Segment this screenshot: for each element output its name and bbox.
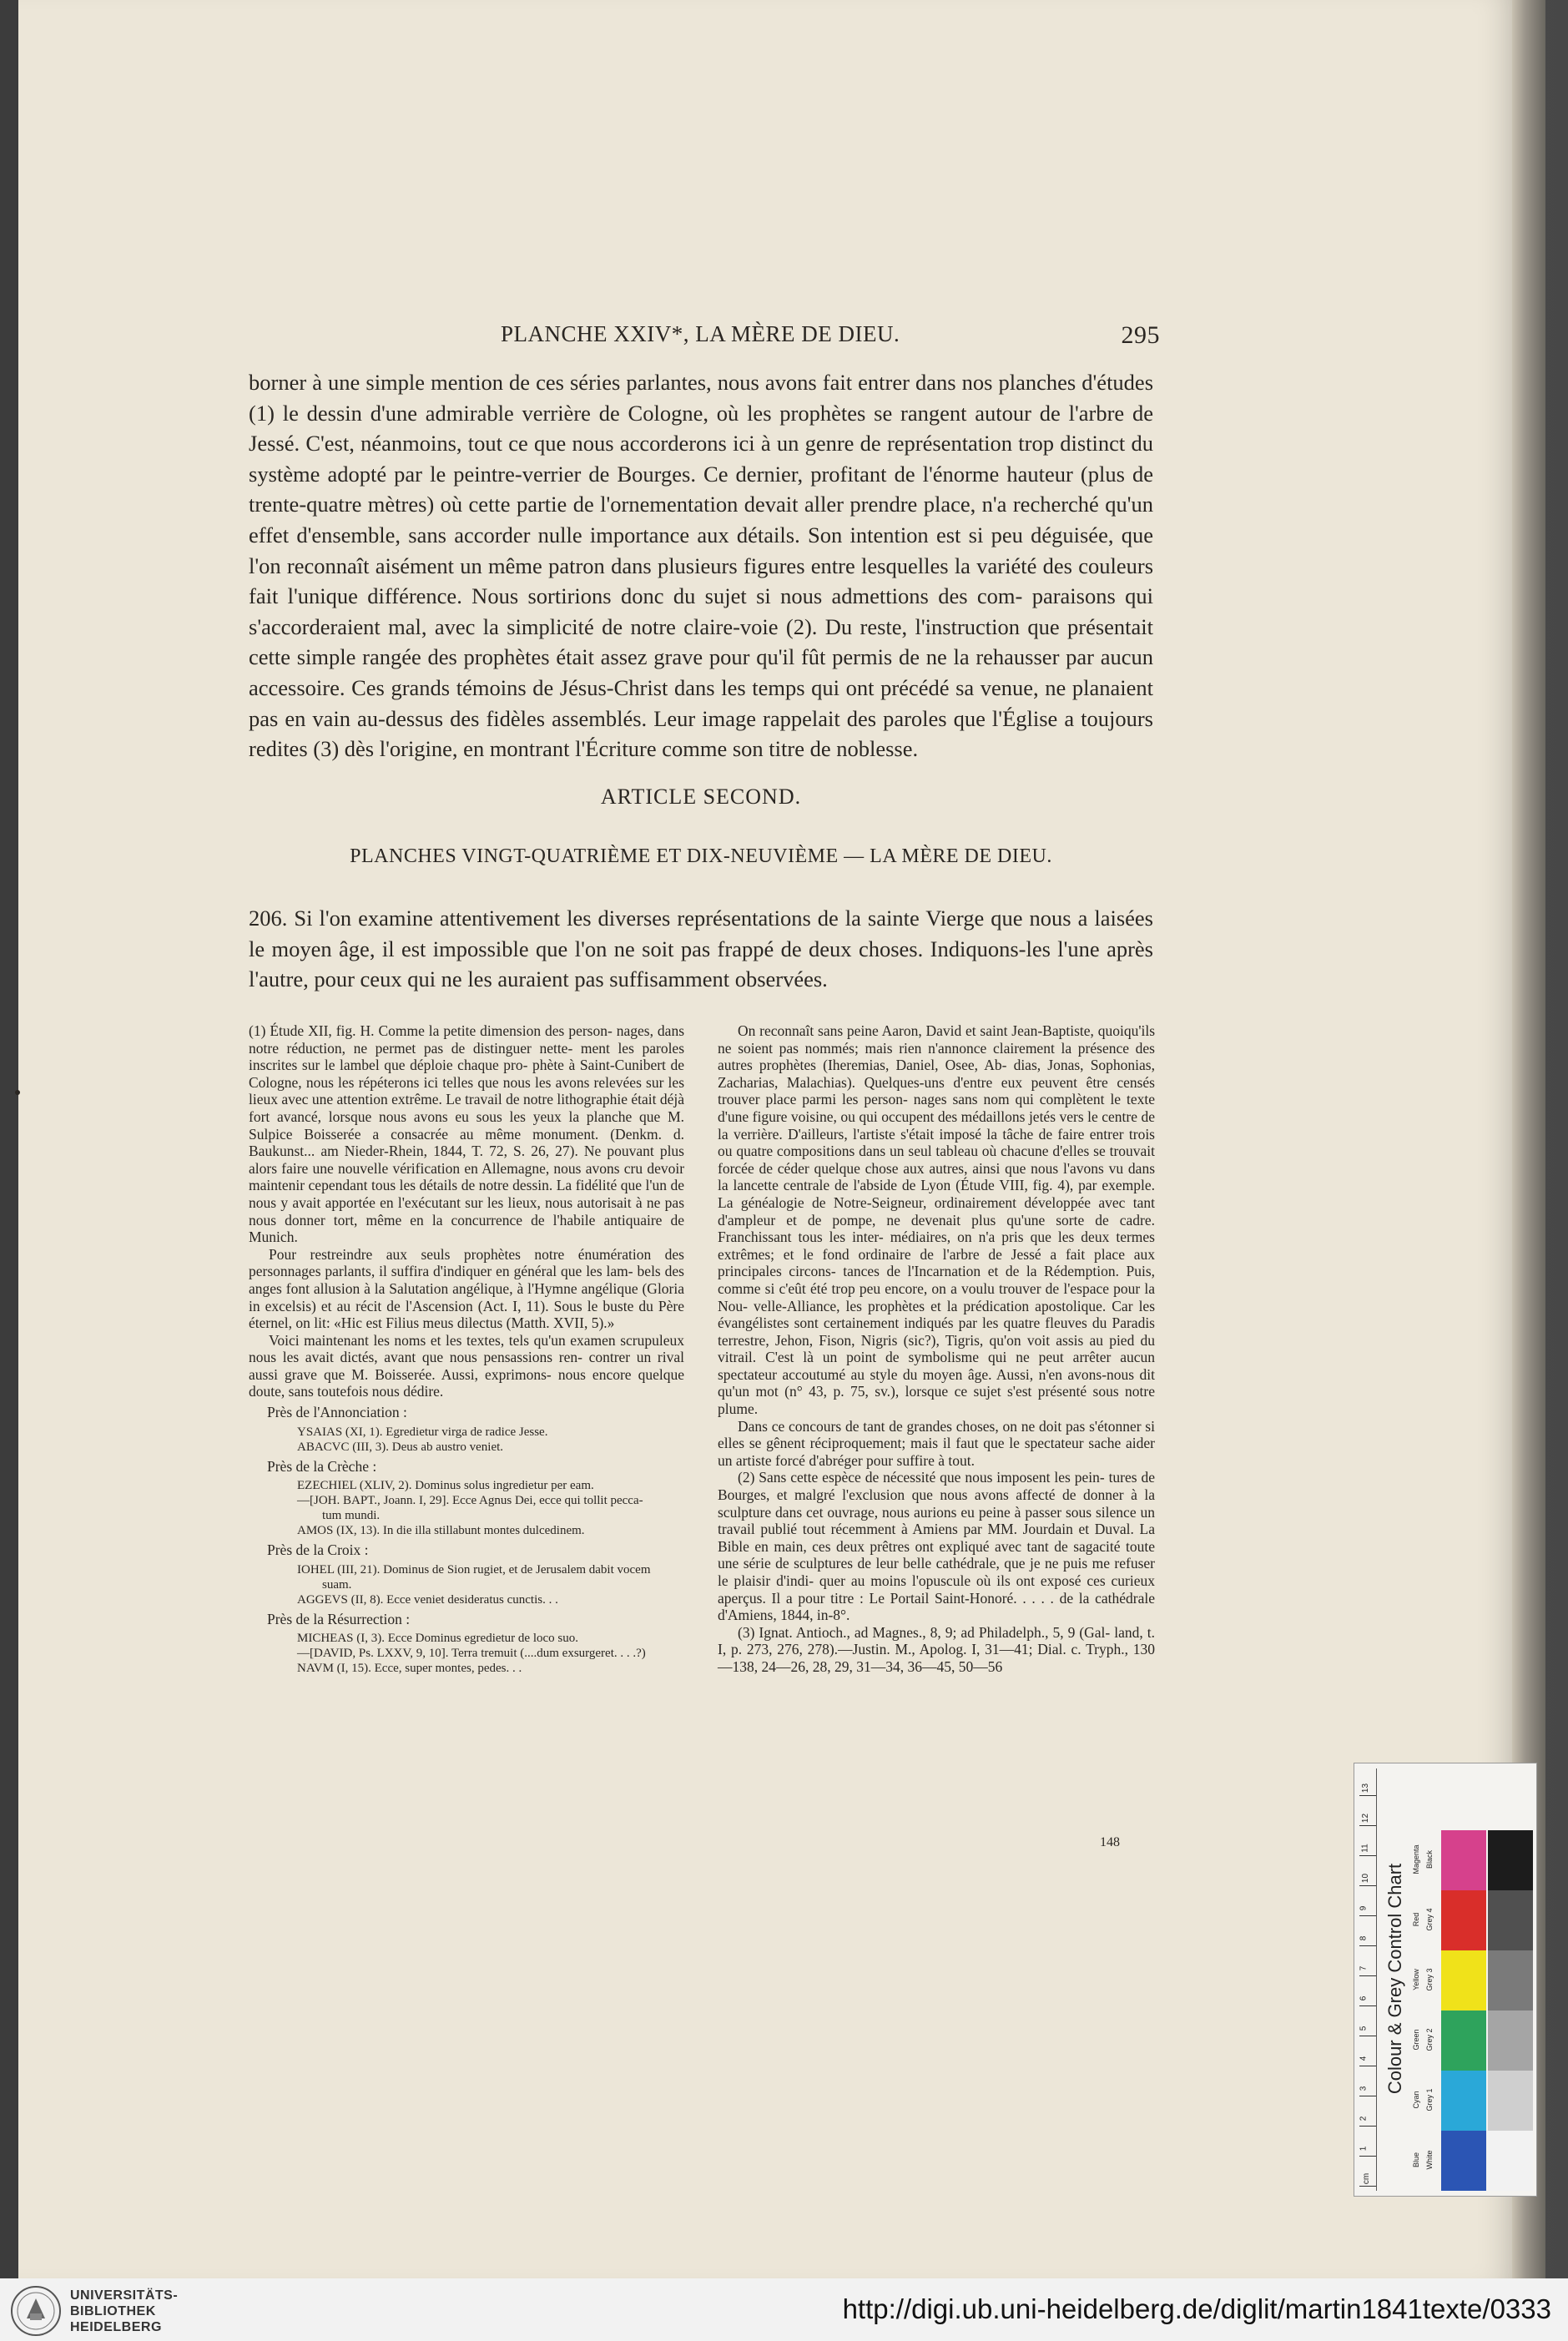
prophet-quote: NAVM (I, 15). Ecce, super montes, pedes. . . <box>297 1662 522 1676</box>
grey-swatch-strip <box>1488 1830 1533 2191</box>
text-line: tances de l'Incarnation et de la Rédemption. Puis, comme si c'eût <box>718 1263 1156 1297</box>
text-line: Aussi, n'en avons-nous dit qu'un mot (n° 43, p. 75, sv.), lorsque <box>718 1365 1155 1400</box>
text-line: variété des couleurs fait l'unique différence. Nous sortirions donc du sujet si nous admettions des com- <box>249 552 1154 609</box>
ruler-number: 7 <box>1359 1965 1369 1971</box>
text-line: c. Tryph., 130—138, 24—26, 28, 29, 31—34, 36—45, 50—56 <box>718 1641 1155 1675</box>
chart-title-text: Colour & Grey Control Chart <box>1384 1863 1405 2095</box>
institution-line: BIBLIOTHEK <box>70 2304 156 2318</box>
text-line: assis au pied du vitrail. C'est là un point de symbolisme qui ne <box>718 1331 1155 1366</box>
text-line: 206. Si l'on examine attentivement les diverses représentations de la sainte Vierge que nous a laisées <box>249 906 1153 931</box>
text-line: devenait plus qu'une sorte de cadre. Franchissant tous les inter- <box>718 1211 1155 1246</box>
prophet-quote: AGGEVS (II, 8). Ecce veniet desideratus cunctis. . . <box>297 1592 558 1607</box>
text-line: peut arrêter aucun spectateur accoutumé au style du moyen âge. <box>718 1349 1156 1383</box>
quote-heading: Près de l'Annonciation : <box>267 1404 407 1421</box>
prophet-quote: IOHEL (III, 21). Dominus de Sion rugiet, et de Jerusalem dabit vocem <box>297 1562 651 1577</box>
text-line: bels des anges font allusion à la Salutation angélique, à l'Hymne <box>249 1263 684 1297</box>
text-line: expliqué avec tant de sagacité toute une série de sculptures de <box>718 1537 1155 1572</box>
color-label: Cyan <box>1412 2091 1420 2109</box>
text-line: l'autre, pour ceux qui ne les auraient pas suffisamment observées. <box>249 966 828 992</box>
grey-swatch <box>1488 1830 1533 1890</box>
text-line: tures de Bourges, et malgré l'exclusion que nous avons affecté de <box>718 1469 1155 1504</box>
text-line: d'Amiens, 1844, in-8°. <box>718 1607 850 1624</box>
color-label: Blue <box>1412 2152 1420 2168</box>
prophet-quote: MICHEAS (I, 3). Ecce Dominus egredietur de loco suo. <box>297 1632 579 1646</box>
grey-swatch <box>1488 2011 1533 2071</box>
grey-swatch <box>1488 2071 1533 2131</box>
ruler-number: 9 <box>1359 1905 1369 1911</box>
text-line: phète à Saint-Cunibert de Cologne, nous les répéterons ici telles <box>249 1057 684 1091</box>
text-line: MM. Jourdain et Duval. La Bible en main, ces deux prêtres ont <box>718 1521 1155 1555</box>
footnote-1-paragraph <box>249 1332 684 1400</box>
text-line: (1) Étude XII, fig. H. Comme la petite dimension des person- <box>249 1022 613 1039</box>
prophet-quote-cont: tum mundi. <box>322 1509 381 1523</box>
institution-line: HEIDELBERG <box>70 2320 162 2334</box>
footnote-1 <box>249 1022 684 1246</box>
text-line: d'études (1) le dessin d'une admirable verrière de Cologne, où les prophètes se rangent autour de <box>249 370 1154 426</box>
ruler-number: 4 <box>1359 2056 1369 2061</box>
text-line: hauteur (plus de trente-quatre mètres) où cette partie de l'ornementation devait aller prendre place, <box>249 461 1153 517</box>
text-line: (Matth. XVII, 5).» <box>506 1314 615 1332</box>
institution-name <box>70 2288 178 2335</box>
text-line: d'entre eux peuvent être censés trouver place parmi les person- <box>718 1073 1155 1108</box>
footnotes-right-column <box>718 1022 1155 1676</box>
text-line: velle-Alliance, les prophètes et la prédication apostolique. Car les <box>754 1297 1156 1314</box>
text-line: Boisserée a consacrée au même monument. (Denkm. d. Baukunst... <box>249 1125 684 1160</box>
text-line: par aucun accessoire. Ces grands témoins de Jésus-Christ dans les temps qui ont précédé sa venue, ne <box>249 644 1154 700</box>
footnote-continuation <box>718 1418 1155 1470</box>
prophet-quote: AMOS (IX, 13). In die illa stillabunt montes dulcedinem. <box>297 1524 585 1538</box>
text-line: Voici maintenant les noms et les textes, tels qu'un examen <box>269 1331 616 1349</box>
text-line: quoiqu'ils ne soient pas nommés; mais rien n'annonce clairement <box>718 1022 1156 1057</box>
ruler-tick <box>1359 1855 1376 1856</box>
viewer-footer <box>0 2278 1568 2341</box>
color-label: Yellow <box>1412 1969 1420 1990</box>
text-line: spectateur sache aider un artiste forcé d'abréger pour suffire à tout. <box>718 1435 1155 1469</box>
ruler-tick <box>1359 1795 1376 1796</box>
quote-heading: Près de la Crèche : <box>267 1457 377 1475</box>
ruler-number: 6 <box>1359 1995 1369 2001</box>
text-line: extrême. Le travail de notre lithographie était déjà fort avancé, <box>249 1091 685 1125</box>
ruler-tick <box>1359 1975 1376 1976</box>
footnote-3 <box>718 1624 1155 1676</box>
text-line: ordinaire de l'arbre de Jessé a fait place aux principales circons- <box>718 1245 1155 1280</box>
color-swatch <box>1441 1950 1486 2011</box>
ruler-tick <box>1359 1885 1376 1886</box>
main-paragraph <box>249 367 1153 764</box>
text-line: ce sujet s'est présenté sous notre plume. <box>718 1383 1155 1418</box>
text-line: land, t. I, p. 273, 276, 278).—Justin. M., Apolog. I, 31—41; Dial. <box>718 1623 1156 1658</box>
cm-ruler <box>1359 1768 1377 2191</box>
ruler-tick <box>1359 2005 1376 2006</box>
margin-dot <box>15 1090 20 1095</box>
running-title: PLANCHE XXIV*, LA MÈRE DE DIEU. <box>501 321 900 346</box>
text-line: Paradis terrestre, Jehon, Fison, Nigris (sic?), Tigris, qu'on voit <box>718 1314 1155 1349</box>
university-seal-icon <box>10 2285 62 2337</box>
ruler-number: 10 <box>1361 1873 1371 1884</box>
grey-label: Grey 2 <box>1425 2028 1434 2051</box>
text-line: paraisons qui s'accorderaient mal, avec la simplicité de notre claire-voie (2). Du reste, l'instruction que <box>249 583 1153 639</box>
text-line: Dans ce concours de tant de grandes choses, on ne doit pas <box>738 1417 1086 1435</box>
text-line: nous encore quelque doute, sans toutefois nous dédire. <box>249 1365 685 1400</box>
text-line: peu déguisée, que l'on reconnaît aisément un même patron dans plusieurs figures entre lesquelles la <box>249 522 1153 578</box>
ruler-number: 11 <box>1360 1844 1370 1853</box>
ruler-number: 1 <box>1359 2146 1369 2152</box>
grey-label: Grey 3 <box>1425 1968 1434 1991</box>
ruler-number: 12 <box>1361 1813 1371 1824</box>
text-line: angélique (Gloria in excelsis) et au récit de l'Ascension (Act. I, 11). <box>249 1279 685 1314</box>
text-line: fidélité que l'un de nous y avait apportée en l'exécutant sur les <box>249 1177 684 1211</box>
ruler-number: cm <box>1362 2172 1372 2185</box>
text-line: (2) Sans cette espèce de nécessité que nous imposent les pein- <box>738 1469 1105 1486</box>
text-line: nous l'avons vu dans la lancette centrale de l'abside de Lyon <box>718 1159 1156 1194</box>
ruler-number: 8 <box>1359 1935 1369 1941</box>
main-text <box>249 367 1153 764</box>
grey-label: Grey 4 <box>1425 1908 1434 1931</box>
text-line: le moyen âge, il est impossible que l'on ne soit pas frappé de deux choses. Indiquons-les l'une après <box>249 936 1153 961</box>
text-line: am Nieder-Rhein, 1844, T. 72, S. 26, 27). Ne pouvant plus alors <box>249 1143 684 1177</box>
permalink-url[interactable]: http://digi.ub.uni-heidelberg.de/diglit/martin1841texte/0333 <box>842 2293 1551 2324</box>
prophet-quote: —[DAVID, Ps. LXXV, 9, 10]. Terra tremuit (....dum exsurgeret. . . .?) <box>297 1647 646 1661</box>
text-line: quer au moins l'opuscule où ils ont exposé ces curieux aperçus. Il <box>718 1572 1156 1607</box>
signature-number: 148 <box>1100 1835 1120 1849</box>
text-line: (Étude VIII, fig. 4), par exemple. La généalogie de Notre-Seigneur, <box>718 1177 1156 1211</box>
text-line: a pour titre : Le Portail Saint-Honoré. . . . . de la cathédrale <box>785 1589 1155 1607</box>
color-swatch <box>1441 2071 1486 2131</box>
ruler-tick <box>1359 2186 1376 2187</box>
footnote-continuation <box>718 1022 1155 1418</box>
text-line: planaient pas en vain au-dessus des fidèles assemblés. Leur image rappelait des paroles que l'Église a <box>249 674 1154 731</box>
text-line: concurrence de l'habile antiquaire de Munich. <box>249 1211 684 1246</box>
text-line: n'a recherché qu'un effet d'ensemble, sans accorder nulle importance aux détails. Son intention est si <box>249 492 1153 547</box>
text-line: devoir maintenir cependant tous les détails de notre dessin. La <box>249 1159 685 1194</box>
prophet-quote-cont: suam. <box>322 1577 352 1592</box>
text-line: Pour restreindre aux seuls prophètes notre énumération des <box>269 1245 684 1263</box>
page-number: 295 <box>1121 321 1160 349</box>
grey-label: Grey 1 <box>1425 2088 1434 2111</box>
prophet-quote: —[JOH. BAPT., Joann. I, 29]. Ecce Agnus Dei, ecce qui tollit pecca- <box>297 1494 643 1508</box>
quote-heading: Près de la Résurrection : <box>267 1610 411 1627</box>
text-line: contrer un rival aussi grave que M. Boisserée. Aussi, exprimons- <box>249 1349 684 1383</box>
ruler-number: 3 <box>1359 2086 1369 2091</box>
footnote-1-paragraph <box>249 1246 684 1332</box>
text-line: donner à la sculpture dans cet ouvrage, nous aurions eu peine à <box>718 1486 1155 1521</box>
quote-heading: Près de la Croix : <box>267 1541 369 1559</box>
footnotes-left-column <box>249 1022 684 1676</box>
text-line: personnages parlants, il suffira d'indiquer en général que les lam- <box>249 1263 633 1280</box>
ruler-number: 2 <box>1359 2116 1369 2122</box>
text-line: qui occupent des médaillons jetés vers le centre de la verrière. <box>718 1107 1155 1143</box>
text-line: médiaires, on n'a pris que les deux termes extrêmes; et le fond <box>718 1229 1155 1263</box>
color-swatch <box>1441 1830 1486 1890</box>
text-line: toujours redites (3) dès l'origine, en montrant l'Écriture comme son titre de noblesse. <box>249 705 1153 762</box>
text-line: évangélistes sont certainement indiqués par les quatre fleuves du <box>718 1314 1107 1332</box>
text-line: trop distinct du système adopté par le peintre-verrier de Bourges. Ce dernier, profitant de l'énorme <box>249 431 1154 487</box>
text-line: faire une nouvelle vérification en Allemagne, nous avons cru <box>281 1159 643 1177</box>
prophet-quote: YSAIAS (XI, 1). Egredietur virga de radice Jesse. <box>297 1425 548 1439</box>
text-line: On reconnaît sans peine Aaron, David et saint Jean-Baptiste, <box>738 1022 1094 1039</box>
ruler-tick <box>1359 1945 1376 1946</box>
color-swatch-strip <box>1441 1830 1486 2191</box>
grey-label: White <box>1425 2150 1434 2170</box>
text-line: ordinairement développée avec tant d'ampleur et de pompe, ne <box>718 1193 1156 1229</box>
ruler-number: 13 <box>1361 1783 1371 1794</box>
colour-control-chart <box>1354 1763 1537 2197</box>
text-line: passer sous silence un travail publié tout récemment à Amiens par <box>718 1503 1155 1538</box>
swatch-labels <box>1406 1768 1443 2191</box>
color-swatch <box>1441 2011 1486 2071</box>
ruler-tick <box>1359 2156 1376 2157</box>
text-line: trouvait forcée de céder quelque chose aux autres, ainsi que <box>718 1143 1156 1177</box>
text-line: leur belle cathédrale, que je ne puis me refuser le plaisir d'indi- <box>718 1555 1155 1589</box>
color-swatch <box>1441 1890 1486 1950</box>
text-line: s'étonner si elles se gênent réciproquement; mais il faut que le <box>718 1417 1155 1452</box>
ruler-tick <box>1359 1915 1376 1916</box>
section-heading: PLANCHES VINGT-QUATRIÈME ET DIX-NEUVIÈME — LA MÈRE DE DIEU. <box>350 845 1052 867</box>
grey-swatch <box>1488 1950 1533 2011</box>
institution-line: UNIVERSITÄTS- <box>70 2288 179 2303</box>
text-line: Sous le buste du Père éternel, on lit: «Hic est Filius meus dilectus <box>249 1297 685 1332</box>
text-line: lorsque nous avons eu sous les yeux la planche que M. Sulpice <box>249 1107 685 1143</box>
color-label: Red <box>1412 1912 1420 1927</box>
text-line: que nous les avons relevées sur les lieux avec une attention <box>249 1073 684 1108</box>
ruler-number: 5 <box>1359 2026 1369 2031</box>
grey-label: Black <box>1425 1850 1434 1869</box>
color-swatch <box>1441 2131 1486 2191</box>
ruler-tick <box>1359 1825 1376 1826</box>
text-line: quatre compositions dans un seul tableau où chacune d'elles se <box>736 1143 1106 1160</box>
footnote-2 <box>718 1469 1155 1623</box>
text-line: scrupuleux nous les avait dictés, avant que nous pensassions ren- <box>249 1331 685 1366</box>
grey-swatch <box>1488 2131 1533 2191</box>
text-line: dias, Jonas, Sophonias, Zacharias, Malachias). Quelques-uns <box>718 1057 1155 1091</box>
prophet-quote: ABACVC (III, 3). Deus ab austro veniet. <box>297 1440 504 1454</box>
text-line: été trop peu encore, on a voulu trouver de l'espace pour la Nou- <box>718 1279 1156 1314</box>
paragraph-206 <box>249 903 1153 995</box>
color-label: Magenta <box>1412 1844 1420 1874</box>
text-line: nages, dans notre réduction, ne permet pas de distinguer nette- <box>249 1022 685 1057</box>
chart-title <box>1383 1763 1404 2196</box>
article-heading: ARTICLE SECOND. <box>600 785 802 809</box>
text-line: ment les paroles inscrites sur le lambel que déploie chaque pro- <box>249 1039 685 1074</box>
grey-swatch <box>1488 1890 1533 1950</box>
text-line: borner à une simple mention de ces séries parlantes, nous avons fait entrer dans nos planches <box>249 370 1076 395</box>
ruler-tick <box>1359 2126 1376 2127</box>
text-line: la présence des autres prophètes (Iheremias, Daniel, Osee, Ab- <box>718 1039 1155 1074</box>
prophet-quote: EZECHIEL (XLIV, 2). Dominus solus ingredietur per eam. <box>297 1479 594 1493</box>
text-line: présentait cette simple rangée des prophètes était assez grave pour qu'il fût permis de ne la rehausser <box>249 613 1154 670</box>
paragraph-206-text <box>249 903 1153 995</box>
running-head <box>467 321 1160 363</box>
text-line: l'arbre de Jessé. C'est, néanmoins, tout ce que nous accorderons ici à un genre de représentation <box>249 400 1154 457</box>
color-label: Green <box>1412 2029 1420 2051</box>
text-line: (3) Ignat. Antioch., ad Magnes., 8, 9; ad Philadelph., 5, 9 (Gal- <box>738 1623 1111 1641</box>
text-line: D'ailleurs, l'artiste s'était imposé la tâche de faire entrer trois ou <box>718 1125 1155 1160</box>
text-line: nages sans nom qui complètent le texte d'une figure voisine, ou <box>718 1091 1155 1125</box>
text-line: lieux, nous autorisait à ne pas nous donner tort, même en la <box>249 1193 684 1229</box>
